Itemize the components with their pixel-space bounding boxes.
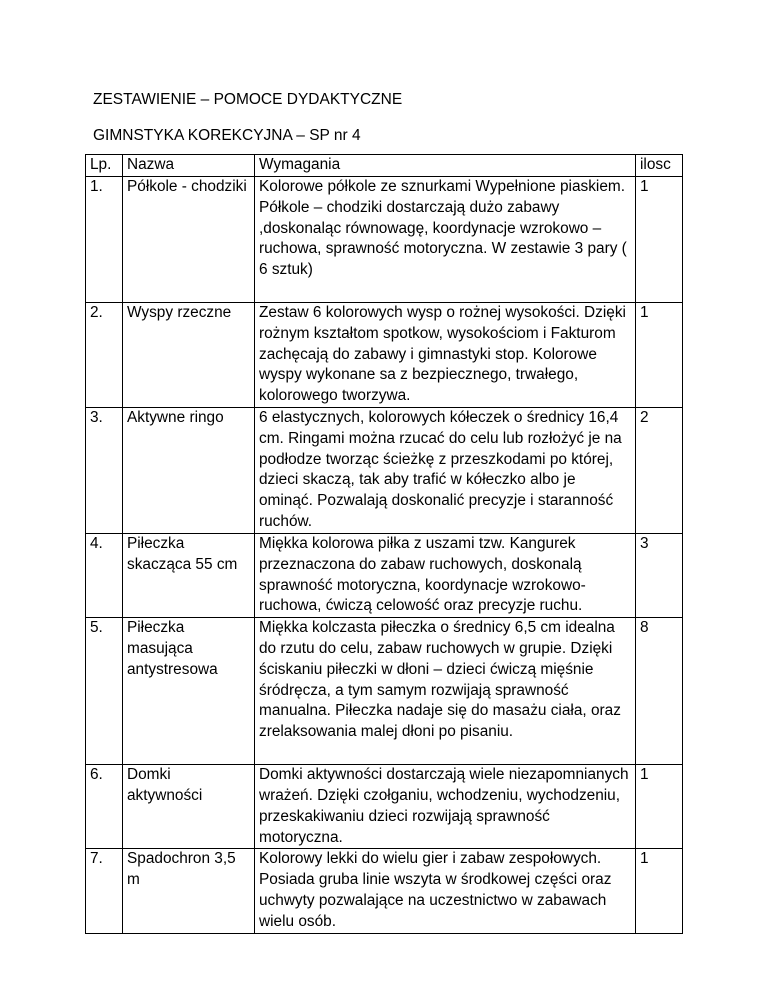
cell-requirements: Miękka kolorowa piłka z uszami tzw. Kangurek przeznaczona do zabaw ruchowych, doskonalą sprawność motoryczna, koordynacje wzrokowo-ruchowa, ćwiczą celowość oraz precyzje ruchu.	[255, 534, 636, 618]
cell-name: Wyspy rzeczne	[123, 303, 255, 408]
cell-lp: 6.	[86, 765, 123, 849]
cell-name: Aktywne ringo	[123, 408, 255, 534]
header-lp: Lp.	[86, 155, 123, 177]
cell-name: Piłeczka skacząca 55 cm	[123, 534, 255, 618]
table-row	[86, 408, 683, 534]
cell-quantity: 1	[636, 849, 683, 933]
table-header-row	[86, 155, 683, 177]
table-row	[86, 303, 683, 408]
cell-requirements: Kolorowe półkole ze sznurkami Wypełnione piaskiem. Półkole – chodziki dostarczają dużo zabawy ,doskonaląc równowagę, koordynacje wzrokowo – ruchowa, sprawność motoryczna. W zestawie 3 pary ( 6 sztuk)	[255, 177, 636, 303]
cell-requirements: Miękka kolczasta piłeczka o średnicy 6,5 cm idealna do rzutu do celu, zabaw ruchowych w grupie. Dzięki ściskaniu piłeczki w dłoni – dzieci ćwiczą mięśnie śródręcza, a tym samym rozwijają sprawność manualna. Piłeczka nadaje się do masażu ciała, oraz zrelaksowania malej dłoni po pisaniu.	[255, 618, 636, 765]
cell-lp: 2.	[86, 303, 123, 408]
cell-name: Spadochron 3,5 m	[123, 849, 255, 933]
cell-quantity: 1	[636, 303, 683, 408]
cell-quantity: 8	[636, 618, 683, 765]
cell-requirements: Zestaw 6 kolorowych wysp o rożnej wysokości. Dzięki rożnym kształtom spotkow, wysokościom i Fakturom zachęcają do zabawy i gimnastyki stop. Kolorowe wyspy wykonane sa z bezpiecznego, trwałego, kolorowego tworzywa.	[255, 303, 636, 408]
table-row	[86, 618, 683, 765]
header-requirements: Wymagania	[255, 155, 636, 177]
cell-quantity: 2	[636, 408, 683, 534]
document-title: ZESTAWIENIE – POMOCE DYDAKTYCZNE	[93, 91, 403, 108]
header-name: Nazwa	[123, 155, 255, 177]
cell-requirements: Domki aktywności dostarczają wiele niezapomnianych wrażeń. Dzięki czołganiu, wchodzeniu, wychodzeniu, przeskakiwaniu dzieci rozwijają sprawność motoryczna.	[255, 765, 636, 849]
cell-lp: 7.	[86, 849, 123, 933]
cell-lp: 4.	[86, 534, 123, 618]
cell-quantity: 3	[636, 534, 683, 618]
cell-requirements: 6 elastycznych, kolorowych kółeczek o średnicy 16,4 cm. Ringami można rzucać do celu lub rozłożyć je na podłodze tworząc ścieżkę z przeszkodami po której, dzieci skaczą, tak aby trafić w kółeczko albo je ominąć. Pozwalają doskonalić precyzje i staranność ruchów.	[255, 408, 636, 534]
cell-name: Półkole - chodziki	[123, 177, 255, 303]
cell-lp: 3.	[86, 408, 123, 534]
cell-name: Domki aktywności	[123, 765, 255, 849]
cell-quantity: 1	[636, 177, 683, 303]
cell-lp: 1.	[86, 177, 123, 303]
cell-requirements: Kolorowy lekki do wielu gier i zabaw zespołowych. Posiada gruba linie wszyta w środkowej części oraz uchwyty pozwalające na uczestnictwo w zabawach wielu osób.	[255, 849, 636, 933]
table-row	[86, 177, 683, 303]
table-row	[86, 534, 683, 618]
cell-quantity: 1	[636, 765, 683, 849]
equipment-table	[85, 154, 683, 934]
table-row	[86, 849, 683, 933]
document-subtitle: GIMNSTYKA KOREKCYJNA – SP nr 4	[93, 127, 361, 144]
header-quantity: ilosc	[636, 155, 683, 177]
cell-name: Piłeczka masująca antystresowa	[123, 618, 255, 765]
cell-lp: 5.	[86, 618, 123, 765]
table-row	[86, 765, 683, 849]
